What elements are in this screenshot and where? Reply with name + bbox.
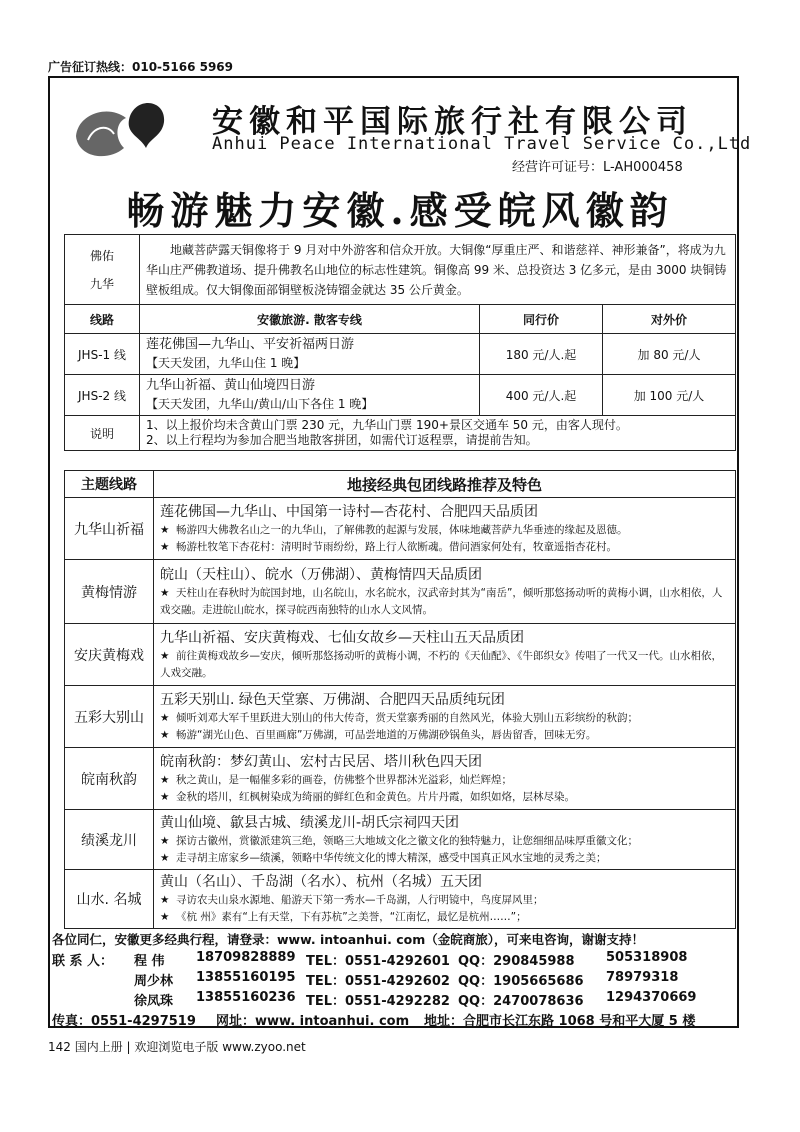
theme-name: 五彩大别山	[65, 686, 154, 748]
header-recommend: 地接经典包团线路推荐及特色	[154, 471, 736, 498]
theme-route-table	[64, 470, 736, 929]
contact-qq1: QQ：2470078636	[458, 994, 584, 1009]
theme-item	[160, 789, 729, 806]
slogan-headline: 畅游魅力安徽.感受皖风徽韵	[126, 188, 674, 233]
table-row	[65, 375, 736, 416]
tour-price-table	[64, 234, 736, 451]
theme-item	[160, 585, 729, 619]
theme-title: 黄山（名山）、千岛湖（名水）、杭州（名城）五天团	[160, 874, 482, 890]
theme-item-text: 天柱山在春秋时为皖国封地，山名皖山，水名皖水，汉武帝封其为“南岳”，倾听那悠扬动听的黄梅小调，山水相依，人戏交融。走进皖山皖水，探寻皖西南独特的山水人文风情。	[160, 586, 723, 616]
theme-detail	[154, 686, 736, 748]
contact-label: 联 系 人：	[52, 954, 114, 969]
theme-item	[160, 772, 729, 789]
theme-item	[160, 892, 729, 909]
ad-hotline: 广告征订热线：010-5166 5969	[48, 60, 234, 74]
theme-item-text: 畅游“湖光山色、百里画廊”万佛湖，可品尝地道的万佛湖砂锅鱼头，唇齿留香，回味无穷。	[176, 728, 597, 741]
theme-item	[160, 522, 729, 539]
contact-tel: TEL：0551-4292602	[306, 974, 450, 989]
theme-title: 五彩天别山. 绿色天堂寨、万佛湖、合肥四天品质纯玩团	[160, 691, 505, 708]
theme-detail	[154, 748, 736, 810]
theme-name: 皖南秋韵	[65, 748, 154, 810]
contact-qq2: 1294370669	[606, 990, 697, 1005]
contact-name: 周少林	[134, 974, 174, 989]
header-theme: 主题线路	[65, 471, 154, 498]
theme-name: 黄梅情游	[65, 560, 154, 624]
company-name-cn: 安徽和平国际旅行社有限公司	[212, 104, 693, 140]
contact-qq1: QQ：1905665686	[458, 974, 584, 989]
invite-line: 各位同仁，安徽更多经典行程，请登录：www. intoanhui. com（金皖商旅），可来电咨询，谢谢支持！	[52, 932, 644, 947]
address: 地址：合肥市长江东路 1068 号和平大厦 5 楼	[424, 1014, 696, 1029]
star-icon: ★	[160, 911, 170, 923]
header-public-price: 对外价	[603, 305, 736, 334]
notes-label: 说明	[65, 416, 140, 451]
company-logo	[68, 96, 168, 166]
theme-item	[160, 710, 729, 727]
theme-name: 安庆黄梅戏	[65, 624, 154, 686]
star-icon: ★	[160, 649, 170, 662]
route-title: 莲花佛国—九华山、平安祈福两日游	[146, 337, 355, 352]
contact-name: 程 伟	[134, 954, 165, 969]
theme-item	[160, 850, 729, 867]
theme-item-text: 走寻胡主席家乡—绩溪，领略中华传统文化的博大精深，感受中国真正风水宝地的灵秀之美；	[176, 851, 607, 864]
notes-text	[140, 416, 736, 451]
foyou-label-line1: 佛佑	[89, 248, 114, 263]
table-row	[65, 870, 736, 929]
theme-item-text: 倾听刘邓大军千里跃进大别山的伟大传奇，赏天堂寨秀丽的自然风光，体验大别山五彩缤纷的秋韵；	[176, 711, 638, 724]
star-icon: ★	[160, 773, 170, 786]
table-row	[65, 498, 736, 560]
star-icon: ★	[160, 711, 170, 724]
peer-price: 400 元/人.起	[480, 375, 603, 416]
theme-item-text: 秋之黄山，是一幅催多彩的画卷，仿佛整个世界都沐光溢彩，灿烂辉煌；	[176, 773, 512, 786]
theme-title: 皖山（天柱山）、皖水（万佛湖）、黄梅情四天品质团	[160, 566, 482, 583]
theme-item	[160, 909, 729, 926]
header-line: 安徽旅游. 散客专线	[140, 305, 480, 334]
contact-qq2: 505318908	[606, 950, 688, 965]
contact-qq2: 78979318	[606, 970, 679, 985]
theme-item	[160, 648, 729, 682]
star-icon: ★	[160, 728, 170, 741]
theme-name: 山水. 名城	[65, 870, 154, 929]
star-icon: ★	[160, 540, 170, 553]
theme-detail	[154, 810, 736, 870]
route-code: JHS-1 线	[65, 334, 140, 375]
theme-item-text: 畅游四大佛教名山之一的九华山，了解佛教的起源与发展，体味地藏菩萨九华垂迹的缘起及恩德。	[176, 523, 628, 536]
route-desc	[140, 375, 480, 416]
theme-title: 黄山仙境、歙县古城、绩溪龙川-胡氏宗祠四天团	[160, 814, 460, 831]
route-note: 【天天发团，九华山/黄山/山下各住 1 晚】	[146, 397, 374, 411]
route-note: 【天天发团，九华山住 1 晚】	[146, 356, 306, 370]
theme-title: 皖南秋韵：梦幻黄山、宏村古民居、塔川秋色四天团	[160, 753, 482, 770]
contact-tel: TEL：0551-4292601	[306, 954, 450, 969]
theme-item-text: 《杭 州》素有“上有天堂，下有苏杭”之美誉，“江南忆，最忆是杭州……”；	[176, 911, 527, 923]
theme-item	[160, 539, 729, 556]
contact-mobile: 18709828889	[196, 950, 296, 965]
theme-item-text: 前往黄梅戏故乡—安庆，倾听那悠扬动听的黄梅小调，不朽的《天仙配》、《牛郎织女》传唱了一代又一代。山水相依，人戏交融。	[160, 649, 722, 679]
header-route: 线路	[65, 305, 140, 334]
contact-name: 徐凤珠	[134, 994, 174, 1009]
public-price: 加 80 元/人	[603, 334, 736, 375]
theme-item-text: 畅游杜牧笔下杏花村：清明时节雨纷纷，路上行人欲断魂。借问酒家何处有，牧童遥指杏花村。	[176, 540, 617, 553]
theme-detail	[154, 560, 736, 624]
contact-mobile: 13855160195	[196, 970, 296, 985]
table-row	[65, 810, 736, 870]
route-code: JHS-2 线	[65, 375, 140, 416]
star-icon: ★	[160, 851, 170, 864]
foyou-label-line2: 九华	[89, 276, 114, 291]
star-icon: ★	[160, 586, 170, 599]
foyou-text: 地藏菩萨露天铜像将于 9 月对中外游客和信众开放。大铜像“厚重庄严、和谐慈祥、神形兼备”，将成为九华山庄严佛教道场、提升佛教名山地位的标志性建筑。铜像高 99 米、总投资达 3 亿多元，是由 3000 块铜铸壁板组成。仅大铜像面部铜壁板浇铸镏金就达 35 公斤黄金。	[140, 235, 736, 305]
theme-item-text: 寻访农夫山泉水源地、船游天下第一秀水—千岛湖，人行明镜中，鸟度屏风里；	[176, 894, 544, 906]
note-line: 1、以上报价均未含黄山门票 230 元，九华山门票 190+景区交通车 50 元，由客人现付。	[146, 418, 628, 432]
contact-tel: TEL：0551-4292282	[306, 994, 450, 1009]
route-desc	[140, 334, 480, 375]
table-row	[65, 334, 736, 375]
table-row	[65, 560, 736, 624]
theme-item	[160, 833, 729, 850]
theme-item-text: 探访古徽州，赏徽派建筑三绝，领略三大地域文化之徽文化的独特魅力，让您细细品味厚重徽文化；	[176, 834, 638, 847]
public-price: 加 100 元/人	[603, 375, 736, 416]
star-icon: ★	[160, 834, 170, 847]
theme-detail	[154, 498, 736, 560]
contact-mobile: 13855160236	[196, 990, 296, 1005]
theme-title: 九华山祈福、安庆黄梅戏、七仙女故乡—天柱山五天品质团	[160, 629, 524, 646]
table-row	[65, 686, 736, 748]
theme-detail	[154, 624, 736, 686]
star-icon: ★	[160, 894, 170, 906]
star-icon: ★	[160, 790, 170, 803]
table-row	[65, 624, 736, 686]
theme-item-text: 金秋的塔川，红枫树染成为绮丽的鲜红色和金黄色。片片丹霞，如织如烙，层林尽染。	[176, 790, 575, 803]
theme-name: 绩溪龙川	[65, 810, 154, 870]
table-row	[65, 748, 736, 810]
route-title: 九华山祈福、黄山仙境四日游	[146, 378, 316, 393]
theme-item	[160, 727, 729, 744]
star-icon: ★	[160, 523, 170, 536]
theme-title: 莲花佛国—九华山、中国第一诗村—杏花村、合肥四天品质团	[160, 503, 538, 520]
company-name-en: Anhui Peace International Travel Service Co.,Ltd	[212, 134, 752, 154]
theme-name: 九华山祈福	[65, 498, 154, 560]
note-line: 2、以上行程均为参加合肥当地散客拼团，如需代订返程票，请提前告知。	[146, 433, 538, 447]
license-number: 经营许可证号：L-AH000458	[512, 160, 683, 175]
website: 网址：www. intoanhui. com	[216, 1014, 410, 1029]
page-footer: 142 国内上册 | 欢迎浏览电子版 www.zyoo.net	[48, 1040, 306, 1054]
header-peer-price: 同行价	[480, 305, 603, 334]
theme-detail	[154, 870, 736, 929]
foyou-label	[65, 235, 140, 305]
peer-price: 180 元/人.起	[480, 334, 603, 375]
contact-qq1: QQ：290845988	[458, 954, 575, 969]
fax: 传真：0551-4297519	[52, 1014, 196, 1029]
